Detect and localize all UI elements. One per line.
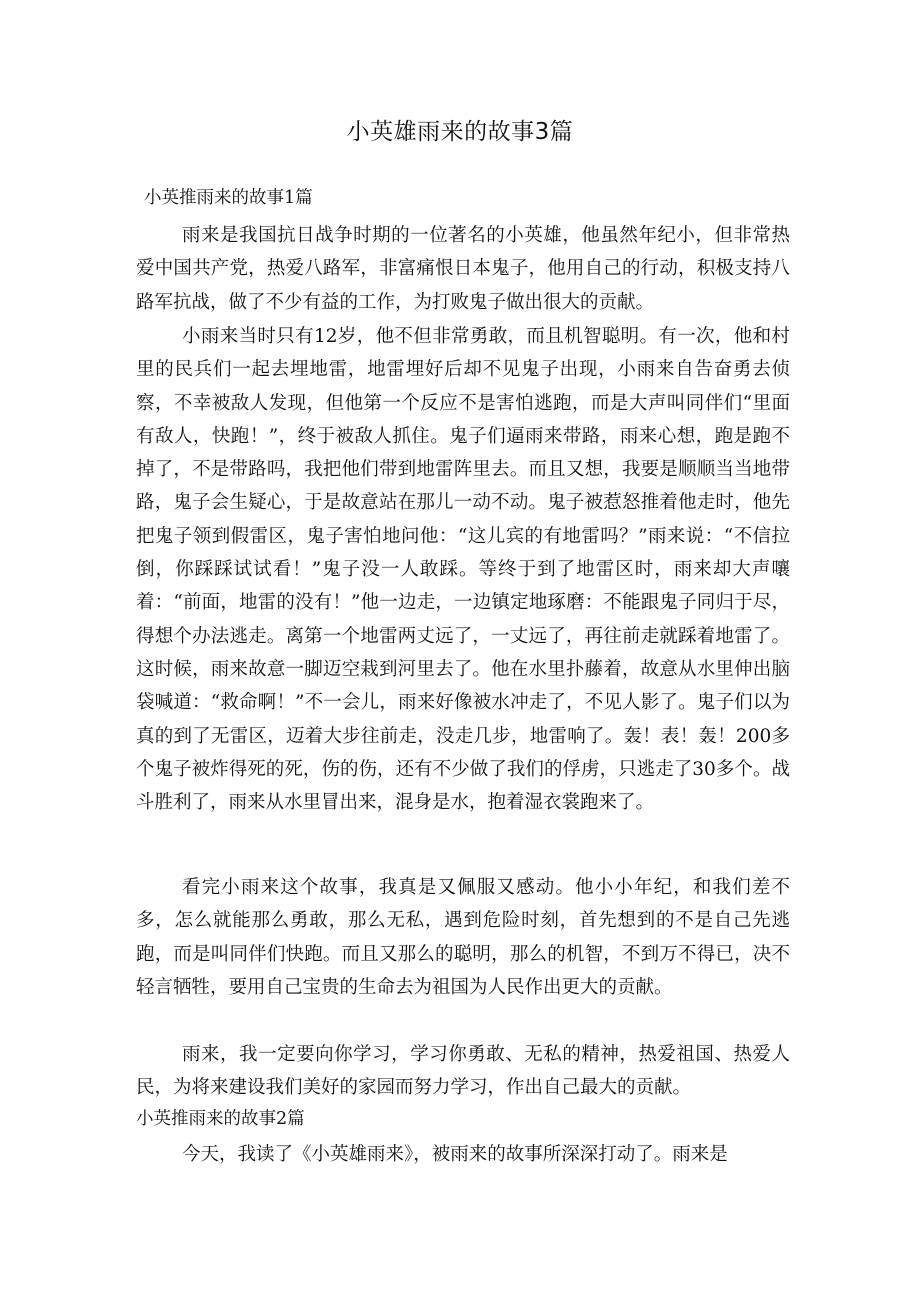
document-title: 小英雄雨来的故事3篇 — [346, 119, 574, 145]
paragraph-2: 小雨来当时只有12岁，他不但非常勇敢，而且机智聪明。有一次，他和村里的民兵们一起去埋地雷，地雷埋好后却不见鬼子出现，小雨来自告奋勇去侦察，不幸被敌人发现，但他第一个反应不是害怕逃跑，而是大声叫同伴们“里面有敌人，快跑！”，终于被敌人抓住。鬼子们逼雨来带路，雨来心想，跑是跑不掉了，不是带路吗，我把他们带到地雷阵里去。而且又想，我要是顺顺当当地带路，鬼子会生疑心，于是故意站在那儿一动不动。鬼子被惹怒推着他走时，他先把鬼子领到假雷区，鬼子害怕地问他：“这儿宾的有地雷吗？”雨来说：“不信拉倒，你踩踩试试看！”鬼子没一人敢踩。等终于到了地雷区时，雨来却大声嚷着：“前面，地雷的没有！”他一边走，一边镇定地琢磨：不能跟鬼子同归于尽，得想个办法逃走。离第一个地雷两丈远了，一丈远了，再往前走就踩着地雷了。这时候，雨来故意一脚迈空栽到河里去了。他在水里扑藤着，故意从水里伸出脑袋喊道：“救命啊！”不一会儿，雨来好像被水冲走了，不见人影了。鬼子们以为真的到了无雷区，迈着大步往前走，没走几步，地雷响了。轰！表！轰！200多个鬼子被炸得死的死，伤的伤，还有不少做了我们的俘虏，只逃走了30多个。战斗胜利了，雨来从水里冒出来，混身是水，抱着湿衣裳跑来了。 — [136, 326, 790, 814]
section-heading-1: 小英推雨来的故事1篇 — [144, 188, 313, 208]
paragraph-4: 雨来，我一定要向你学习，学习你勇敢、无私的精神，热爱祖国、热爱人民，为将来建设我们美好的家园而努力学习，作出自己最大的贡献。 — [136, 1044, 790, 1099]
section-heading-2: 小英推雨来的故事2篇 — [136, 1109, 305, 1129]
paragraph-3: 看完小雨来这个故事，我真是又佩服又感动。他小小年纪，和我们差不多，怎么就能那么勇敢，那么无私，遇到危险时刻，首先想到的不是自己先逃跑，而是叫同伴们快跑。而且又那么的聪明，那么的机智，不到万不得已，决不轻言牺牲，要用自己宝贵的生命去为祖国为人民作出更大的贡献。 — [136, 877, 790, 998]
paragraph-1: 雨来是我国抗日战争时期的一位著名的小英雄，他虽然年纪小，但非常热爱中国共产党，热爱八路军，非富痛恨日本鬼子，他用自己的行动，积极支持八路军抗战，做了不少有益的工作，为打败鬼子做出很大的贡献。 — [136, 225, 790, 313]
paragraph-5: 今天，我读了《小英雄雨来》，被雨来的故事所深深打动了。雨来是 — [182, 1144, 728, 1165]
